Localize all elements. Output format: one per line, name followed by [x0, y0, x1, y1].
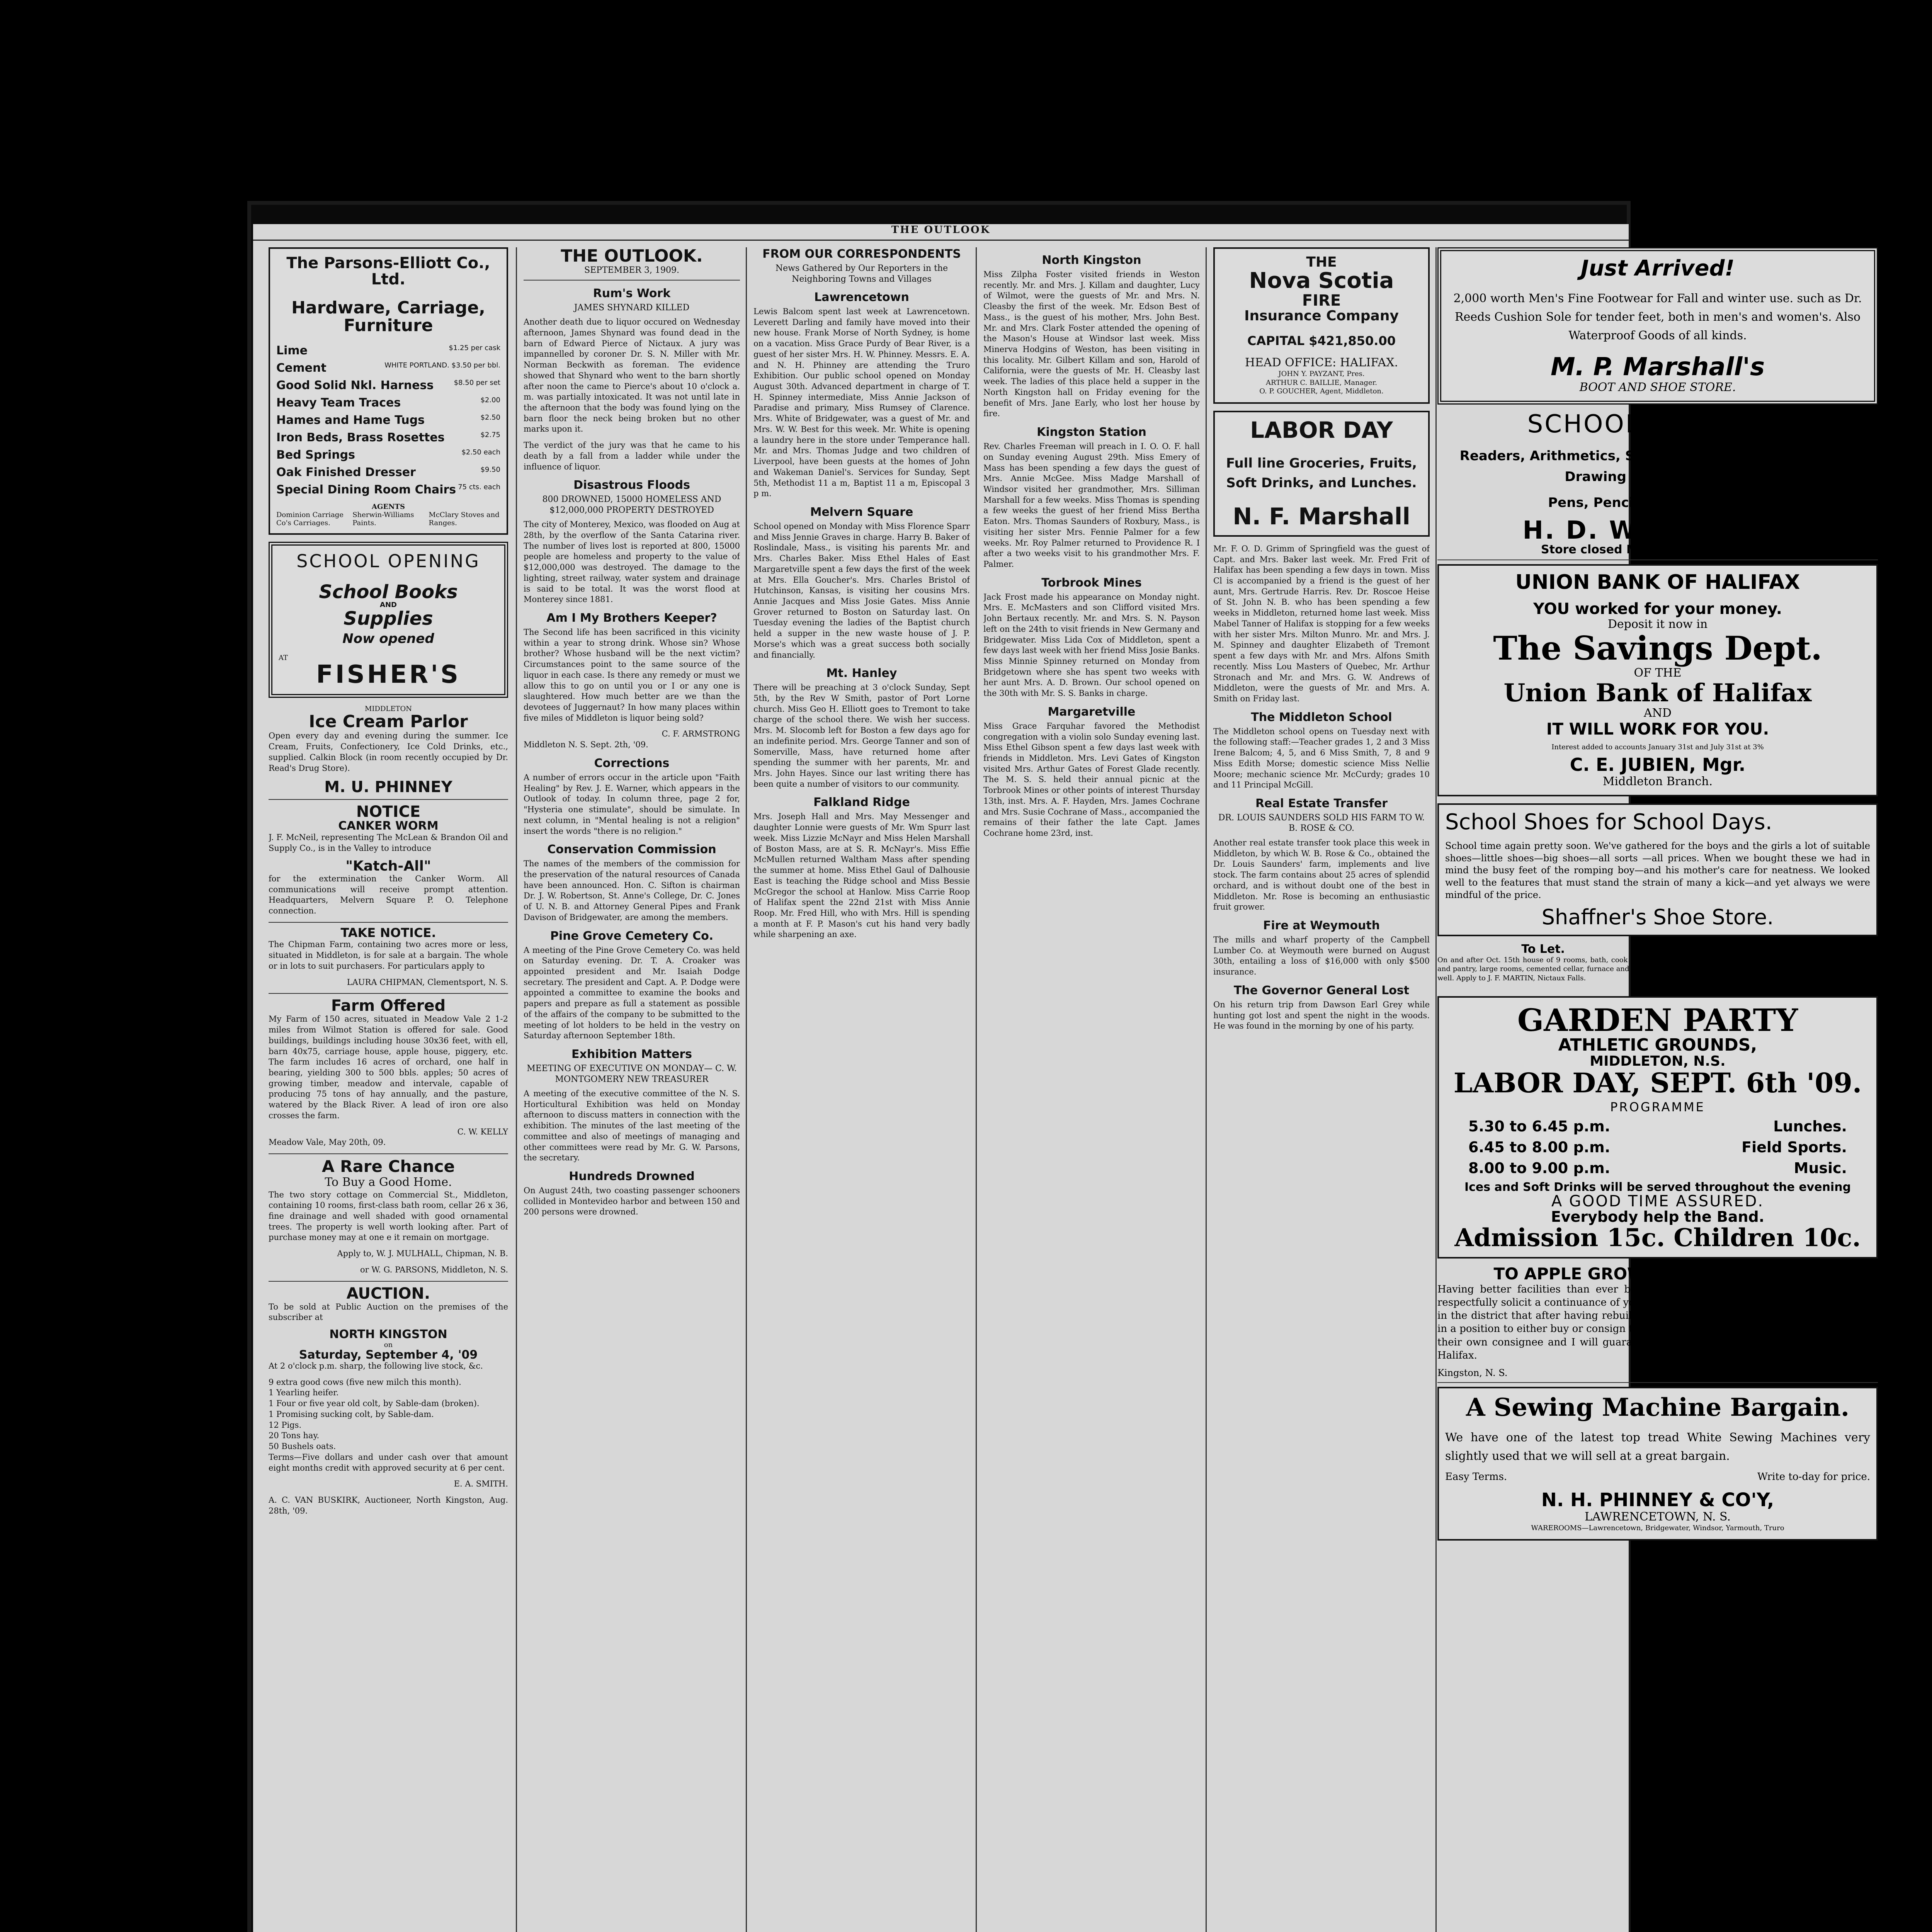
- supplies-body2: Pens, Pencils, Rulers and Ink.: [1548, 495, 1767, 510]
- programme-event: Music.: [1794, 1159, 1847, 1177]
- labor-body: Full line Groceries, Fruits, Soft Drinks, and Lunches.: [1226, 455, 1417, 491]
- real-estate-head: Real Estate Transfer: [1255, 796, 1388, 810]
- sewing-body: We have one of the latest top tread White Sewing Machines very slightly used that we will sell at a great bargain.: [1445, 1430, 1870, 1463]
- drowned-head: Hundreds Drowned: [569, 1170, 695, 1184]
- keeper-body: The Second life has been sacrificed in this vicinity within a year to strong drink. Whose sin? Whose brother? Whose husband will be the next victim? Circumstances point to the same source of the liquor in each case. Is there any remedy or must we allow this to go on until you or I or any one is slaughtered. How much better are we than the devotees of Juggernaut? In how many places within five miles of Middleton is liquor being sold?: [524, 628, 740, 723]
- section-head: Lawrencetown: [814, 291, 909, 304]
- parsons-line2: Furniture: [344, 316, 433, 336]
- rare-body: The two story cottage on Commercial St., Middleton, containing 10 rooms, first-class bath room, cellar 26 x 36, fine drainage and well shaded with good ornamental trees. The property is well worth looking after. Part of purchase money may at one e it remain on mortgage.: [269, 1190, 508, 1242]
- rare-sign1: Apply to, W. J. MULHALL, Chipman, N. B.: [337, 1249, 508, 1259]
- rare-title: A Rare Chance: [322, 1156, 455, 1176]
- section-body: Rev. Charles Freeman will preach in I. O. O. F. hall on Sunday evening August 29th. Miss Emery of Mass has been spending a few days the guest of Mrs. Annie McGee. Miss Madge Marshall of Windsor visited her grandmother, Mrs. Silliman Marshall for a few weeks. Miss Thomas is spending a few weeks the guest of her friend Miss Bertha Eaton. Mrs. Thomas Saunders of Roxbury, Mass., is visiting her sister Mrs. Fennie Palmer for a few weeks. Mr. Roy Palmer returned to Providence R. I after a two weeks visit to his grandmother Mrs. F. Palmer.: [983, 442, 1200, 569]
- column-4: [983, 247, 1200, 1932]
- nova-capital: CAPITAL $421,850.00: [1247, 333, 1396, 349]
- auction-body: To be sold at Public Auction on the premises of the subscriber at: [269, 1302, 508, 1322]
- column-2: [524, 247, 740, 1932]
- sewing-machine-ad: [1437, 1387, 1878, 1541]
- parsons-item-price: $2.00: [480, 396, 500, 405]
- parsons-item: [276, 344, 500, 357]
- to-let-ad: [1437, 943, 1649, 988]
- programme-event: Field Sports.: [1742, 1138, 1847, 1156]
- rare-chance-ad: [269, 1158, 508, 1276]
- supplies-also: ALSO: [1647, 487, 1668, 496]
- arrived-name: M. P. Marshall's: [1550, 352, 1765, 381]
- newspaper-page: [253, 224, 1629, 1932]
- parsons-item-name: Special Dining Room Chairs: [276, 483, 456, 497]
- parsons-item: [276, 396, 500, 410]
- garden-admission: Admission 15c. Children 10c.: [1454, 1223, 1861, 1253]
- conservation-head: Conservation Commission: [547, 843, 716, 857]
- school-body: The Middleton school opens on Tuesday next with the following staff:—Teacher grades 1, 2 and 3 Miss Irene Balcom; 4, 5, and 6 Miss Smith, 7, 8 and 9 Miss Edith Morse; domestic science Miss Nellie Moore; mechanic science Mr. McCurdy; grades 10 and 11 Principal McGill.: [1213, 726, 1430, 790]
- auction-list-item: 1 Four or five year old colt, by Sable-dam (broken).: [269, 1399, 480, 1408]
- nova-agent: O. P. GOUCHER, Agent, Middleton.: [1259, 387, 1384, 396]
- parsons-item-price: 75 cts. each: [458, 483, 500, 492]
- notice-ad: [269, 804, 508, 917]
- corrections-body: A number of errors occur in the article upon "Faith Healing" by Rev. J. E. Warner, which appears in the Outlook of today. In column three, page 2 for, "Hysteria one stimulate", should be simulate. In next column, in "Mental healing is not a religion" insert the words "there is no religion.": [524, 772, 740, 836]
- governor-head: The Governor General Lost: [1233, 983, 1410, 997]
- drowned-body: On August 24th, two coasting passenger schooners collided in Montevideo harbor and between 150 and 200 persons were drowned.: [524, 1186, 740, 1217]
- woodbury-name: H. D. WOODBURY.: [1522, 516, 1793, 545]
- column-rule: [1435, 247, 1437, 1932]
- parsons-item: [276, 466, 500, 479]
- parsons-item-name: Iron Beds, Brass Rosettes: [276, 431, 445, 445]
- section-body: Mrs. Joseph Hall and Mrs. May Messenger and daughter Lonnie were guests of Mr. Wm Spurr last week. Miss Lizzie McNayr and Miss Helen Marshall of Boston Mass, are at S. R. McNayr's. Miss Effie McMullen returned Waltham Mass after spending the summer at home. Miss Ethel Gaul of Dalhousie East is teaching the Ridge school and Miss Bessie McGregor the school at Hanlow. Miss Carrie Roop of Halifax spent the 22nd 21st with Miss Annie Roop. Mr. Fred Hill, who with Mrs. Hill is spending a month at F. P. Mason's cut his hand very badly while sharpening an axe.: [753, 812, 970, 939]
- just-arrived-ad: [1437, 247, 1878, 405]
- parsons-item-price: $8.50 per set: [454, 379, 500, 387]
- supplies-closed: Store closed Monday Sept. 6th, '09.: [1541, 543, 1774, 556]
- section-head: Torbrook Mines: [1041, 576, 1142, 590]
- garden-party-ad: [1437, 996, 1878, 1259]
- parsons-item-price: $2.50: [480, 413, 500, 422]
- apples-place: Kingston, N. S.: [1437, 1367, 1508, 1379]
- auction-list-item: 20 Tons hay.: [269, 1431, 320, 1440]
- school-opening-title: SCHOOL OPENING: [296, 551, 480, 572]
- apple-growers-ad: [1437, 1265, 1878, 1378]
- real-estate-sub: DR. LOUIS SAUNDERS SOLD HIS FARM TO W. B. ROSE & CO.: [1218, 813, 1425, 833]
- garden-title: GARDEN PARTY: [1517, 1002, 1798, 1038]
- school-and: AND: [380, 601, 397, 609]
- parsons-item-name: Good Solid Nkl. Harness: [276, 379, 434, 393]
- school-supplies-ad: [1437, 412, 1878, 556]
- auction-list-item: 50 Bushels oats.: [269, 1442, 336, 1451]
- apples-body: Having better facilities than ever before to handle apples and potatoes, I would respectfully solicit a continuance of your patronage and would say to any new comers in the district that after having rebuilt each of my warehouses at Kingston, that I am in a position to either buy or consign their fruit, and as in the past patrons can choose their own consignee and I will guarantee the safe delivery of their fruit to boats at Halifax.: [1437, 1283, 1878, 1362]
- garden-band: Everybody help the Band.: [1551, 1208, 1765, 1226]
- section-head: Falkland Ridge: [813, 796, 910, 810]
- governor-body: On his return trip from Dawson Earl Grey while hunting got lost and spent the night in the woods. He was found in the morning by one of his party.: [1213, 1000, 1430, 1031]
- school-at: AT: [279, 654, 288, 662]
- parsons-item-name: Cement: [276, 361, 327, 375]
- keeper-sign: C. F. ARMSTRONG: [662, 729, 740, 739]
- school-opened: Now opened: [342, 631, 434, 647]
- garden-programme: PROGRAMME: [1610, 1100, 1705, 1115]
- fire-body: The mills and wharf property of the Campbell Lumber Co. at Weymouth were burned on August 30th, entailing a loss of $16,000 with only $500 insurance.: [1213, 935, 1430, 977]
- bank-line7: IT WILL WORK FOR YOU.: [1546, 719, 1769, 738]
- auction-list-item: 12 Pigs.: [269, 1420, 302, 1430]
- garden-served: Ices and Soft Drinks will be served throughout the evening: [1464, 1180, 1851, 1194]
- parsons-line1: Hardware, Carriage,: [291, 298, 485, 318]
- agent-1: Dominion Carriage Co's Carriages.: [276, 511, 344, 527]
- nova-manager: ARTHUR C. BAILLIE, Manager.: [1266, 378, 1377, 387]
- column-rule: [976, 247, 977, 1932]
- programme-row: [1445, 1118, 1870, 1135]
- garden-sub: ATHLETIC GROUNDS,: [1558, 1035, 1757, 1055]
- floods-head: Disastrous Floods: [573, 478, 690, 492]
- farm-sign: C. W. KELLY: [457, 1127, 508, 1136]
- notice-body2: for the extermination the Canker Worm. All communications will receive prompt attention. Headquarters, Melvern Square P. O. Telephone connection.: [269, 874, 508, 916]
- take-notice-title: TAKE NOTICE.: [340, 925, 436, 940]
- rums-work-body2: The verdict of the jury was that he came to his death by a fall from a ladder while under the influence of liquor.: [524, 440, 740, 471]
- rums-work-body: Another death due to liquor occured on Wednesday afternoon, James Shynard was found dead in the barn of Edward Pierce of Nictaux. A jury was impannelled by coroner Dr. S. N. Miller with Mr. Norman Beckwith as foreman. The evidence showed that Shynard who went to the barn shortly after noon the came to Pierce's about 10 o'clock a. m. was partially intoxicated. It was not until late in the afternoon that the body was found lying on the barn floor the neck being broken but no other marks upon it.: [524, 317, 740, 434]
- correspondents-sections: [753, 291, 970, 940]
- sewing-title: A Sewing Machine Bargain.: [1466, 1393, 1850, 1422]
- notice-subtitle: CANKER WORM: [338, 819, 439, 833]
- column-1: [269, 247, 508, 1932]
- cemetery-body: A meeting of the Pine Grove Cemetery Co. was held on Saturday evening. Dr. T. A. Croaker was appointed president and Mr. Isaiah Dodge secretary. The president and Capt. A. P. Dodge were appointed a committee to examine the books and papers and prepare as full a statement as possible of the affairs of the company to be submitted to the meeting of lot holders to be held in the vestry on Saturday afternoon September 18th.: [524, 945, 740, 1041]
- bank-line4: OF THE: [1634, 666, 1682, 680]
- parsons-item-name: Hames and Hame Tugs: [276, 413, 425, 427]
- section-body: Miss Zilpha Foster visited friends in Weston recently. Mr. and Mrs. J. Killam and daughter, Lucy of Wilmot, were the guests of Mr. and Mrs. N. Cleasby the first of the week. Mr. Edson Best of Mass., is the guest of his mother, Mrs. John Best. Mr. and Mrs. Clark Foster attended the opening of the Mason's House at Windsor last week. Miss Minerva Hodgins of Weston, has been visiting in this locality. Mr. Gilbert Killam and son, Harold of California, were the guests of Mr. H. Cleasby last week. The ladies of this place held a supper in the North Kingston hall on Friday evening for the benefit of Mrs. Jane Early, who lost her house by fire.: [983, 270, 1200, 418]
- take-notice: [269, 927, 508, 988]
- phinney-name: M. U. PHINNEY: [324, 778, 452, 796]
- sale-body: Lot of Land, ample for a building lot, situated in Middleton. Apply to W. B. HALL, MIDDLETON.: [1666, 956, 1878, 973]
- section-body: There will be preaching at 3 o'clock Sunday, Sept 5th, by the Rev W Smith, pastor of Port Lorne church. Miss Geo H. Elliott goes to Tremont to take charge of the school there. We wish her success. Mrs. M. Slocomb left for Boston a few days ago for an indefinite period. Mrs. George Tanner and son of Somerville, Mass, have returned home after spending the summer with her parents, Mr. and Mrs. John Hayes. Since our last writing there has been quite a number of visitors to our community.: [753, 683, 970, 789]
- garden-good: A GOOD TIME ASSURED.: [1551, 1192, 1764, 1211]
- exhibition-sub: MEETING OF EXECUTIVE ON MONDAY— C. W. MONTGOMERY NEW TREASURER: [527, 1064, 737, 1084]
- bank-title: UNION BANK OF HALIFAX: [1515, 571, 1800, 594]
- agent-2: Sherwin-Williams Paints.: [352, 511, 414, 527]
- parsons-item: [276, 448, 500, 462]
- apples-title: TO APPLE GROWERS AND SHIPPERS: [1493, 1264, 1822, 1284]
- programme-row: [1445, 1160, 1870, 1177]
- cemetery-head: Pine Grove Cemetery Co.: [550, 929, 714, 943]
- conservation-body: The names of the members of the commission for the preservation of the natural resources of Canada have been announced. Hon. C. Sifton is chairman Dr. J. W. Robertson, St. Anne's College, Dr. C. Jones of U. N. B. and Attorney General Pipes and Frank Davison of Bridgewater, are among the members.: [524, 859, 740, 922]
- fire-head: Fire at Weymouth: [1263, 919, 1380, 932]
- section-body: Miss Grace Farquhar favored the Methodist congregation with a violin solo Sunday evening last. Miss Ethel Gibson spent a few days last week with friends in Middleton. Mrs. Levi Gates of Kingston visited Mrs. Arthur Gates of Forest Glade recently. The M. S. S. held their annual picnic at the Torbrook Mines or other points of interest Thursday 13th, inst. Mrs. A. F. Hayden, Mrs. James Cochrane and Mrs. Susie Cochrane of Mass., accompanied the remains of their father the late Capt. James Cochrane home 23rd, inst.: [983, 721, 1200, 838]
- section-head: Kingston Station: [1037, 425, 1146, 439]
- nova-scotia-fire-ad: [1213, 247, 1430, 404]
- union-bank-ad: [1437, 564, 1878, 796]
- parsons-item-price: $9.50: [480, 466, 500, 474]
- agent-3: McClary Stoves and Ranges.: [429, 511, 500, 527]
- sewing-name: N. H. PHINNEY & CO'Y,: [1541, 1489, 1774, 1511]
- parsons-item-name: Oak Finished Dresser: [276, 466, 416, 480]
- auction-sign: E. A. SMITH.: [454, 1479, 508, 1489]
- fishers: FISHER'S: [316, 660, 461, 689]
- nova-the: THE: [1306, 254, 1337, 270]
- bank-branch: Middleton Branch.: [1602, 774, 1713, 788]
- rums-work-sub: JAMES SHYNARD KILLED: [574, 303, 690, 313]
- rare-sign2: or W. G. PARSONS, Middleton, N. S.: [360, 1265, 508, 1274]
- programme-row: [1445, 1139, 1870, 1156]
- programme-time: 6.45 to 8.00 p.m.: [1468, 1138, 1611, 1156]
- parsons-item-price: $1.25 per cask: [449, 344, 500, 352]
- bank-line6: AND: [1644, 706, 1672, 720]
- school-opening-ad: [269, 542, 508, 698]
- auction-list-item: 1 Yearling heifer.: [269, 1388, 339, 1398]
- keeper-date: Middleton N. S. Sept. 2th, '09.: [524, 740, 648, 750]
- editorial-date: SEPTEMBER 3, 1909.: [584, 265, 679, 276]
- programme-time: 8.00 to 9.00 p.m.: [1468, 1159, 1611, 1177]
- section-body: Jack Frost made his appearance on Monday night. Mrs. E. McMasters and son Clifford visited Mrs. John Bertaux recently. Mr. and Mrs. S. N. Payson left on the 24th to visit friends in New Germany and Bridgewater. Miss Lida Cox of Middleton, spent a few days last week with her friend Miss Josie Banks. Miss Minnie Spinney returned on Monday from Bridgetown where she has spent two weeks with her aunt Mrs. A. D. Brown. Our school opened on the 30th with Mr. S. S. Banks in charge.: [983, 592, 1200, 698]
- arrived-title: Just Arrived!: [1580, 256, 1735, 281]
- bank-line3: The Savings Dept.: [1493, 629, 1822, 668]
- editorial-title: THE OUTLOOK.: [561, 247, 703, 266]
- parsons-item-name: Heavy Team Traces: [276, 396, 401, 410]
- auction-list-item: 1 Promising sucking colt, by Sable-dam.: [269, 1409, 434, 1419]
- notice-body: J. F. McNeil, representing The McLean & Brandon Oil and Supply Co., is in the Valley to introduce: [269, 832, 508, 853]
- floods-sub: 800 DROWNED, 15000 HOMELESS AND $12,000,000 PROPERTY DESTROYED: [542, 495, 721, 515]
- bank-interest: Interest added to accounts January 31st and July 31st at 3%: [1551, 743, 1764, 751]
- sewing-terms: Easy Terms.: [1445, 1471, 1507, 1483]
- column-5: [1213, 247, 1430, 1932]
- programme-time: 5.30 to 6.45 p.m.: [1468, 1117, 1611, 1135]
- auction-body2: At 2 o'clock p.m. sharp, the following live stock, &c.: [269, 1361, 483, 1371]
- shoes-body: School time again pretty soon. We've gathered for the boys and the girls a lot of suitable shoes—little shoes—big shoes—all sorts —all prices. When we bought these we had in mind the busy feet of the romping boy—and his mother's care for neatness. We looked well to the features that must stand the strain of many a kick—and yet always we were mindful of the price.: [1445, 840, 1870, 900]
- auction-place: NORTH KINGSTON: [329, 1328, 447, 1342]
- corrections-head: Corrections: [594, 756, 670, 770]
- exhibition-body: A meeting of the executive committee of the N. S. Horticultural Exhibition was held on Monday afternoon to discuss matters in connection with the exhibition. The minutes of the last meeting of the committee and also of meetings of managing and other committees were read by Mr. G. W. Parsons, the secretary.: [524, 1089, 740, 1163]
- bank-line2: Deposit it now in: [1607, 617, 1708, 631]
- section-head: North Kingston: [1042, 253, 1141, 267]
- bank-line5: Union Bank of Halifax: [1503, 679, 1812, 708]
- auction-auctioneer: A. C. VAN BUSKIRK, Auctioneer, North Kingston, Aug. 28th, '09.: [269, 1495, 508, 1515]
- arrived-body: 2,000 worth Men's Fine Footwear for Fall and winter use. such as Dr. Reeds Cushion Sole for tender feet, both in men's and women's. Also Waterproof Goods of all kinds.: [1453, 291, 1862, 342]
- parsons-item: [276, 413, 500, 427]
- parsons-item-price: $2.75: [480, 431, 500, 439]
- icecream-title: Ice Cream Parlor: [309, 712, 468, 732]
- sewing-write: Write to-day for price.: [1757, 1471, 1870, 1483]
- parsons-title: The Parsons-Elliott Co., Ltd.: [286, 254, 490, 288]
- programme-event: Lunches.: [1773, 1117, 1847, 1135]
- icecream-place: MIDDLETON: [364, 705, 412, 713]
- icecream-ad: [269, 705, 508, 795]
- nova-pres: JOHN Y. PAYZANT, Pres.: [1278, 370, 1365, 378]
- column-3: [753, 247, 970, 1932]
- shoes-name: Shaffner's Shoe Store.: [1541, 905, 1774, 930]
- arrived-store: BOOT AND SHOE STORE.: [1579, 380, 1736, 394]
- school-supplies: Supplies: [344, 607, 433, 629]
- masthead: THE OUTLOOK: [253, 224, 1629, 241]
- nova-company: Insurance Company: [1244, 308, 1399, 324]
- apples-sign: Respectfully yours, J. W. WELTON.: [1716, 1367, 1878, 1379]
- column-rule: [746, 247, 747, 1932]
- garden-place: MIDDLETON, N.S.: [1590, 1053, 1726, 1069]
- rare-subtitle: To Buy a Good Home.: [325, 1175, 452, 1189]
- section-head: Melvern Square: [810, 505, 913, 519]
- farm-title: Farm Offered: [331, 997, 446, 1015]
- auction-list: [269, 1377, 508, 1452]
- garden-rows: [1445, 1118, 1870, 1177]
- parsons-item: [276, 483, 500, 497]
- supplies-body: Readers, Arithmetics, Slates, Scribblers, Copy Books, Drawing Books, etc., etc.: [1459, 448, 1856, 485]
- correspondents-head: FROM OUR CORRESPONDENTS: [762, 247, 961, 261]
- parsons-item-price: $2.50 each: [461, 448, 500, 457]
- parsons-item: [276, 361, 500, 375]
- take-notice-body: The Chipman Farm, containing two acres more or less, situated in Middleton, is for sale at a bargain. The whole or in lots to suit purchasers. For particulars apply to: [269, 940, 508, 971]
- parsons-item-name: Lime: [276, 344, 308, 358]
- column-rule: [516, 247, 517, 1932]
- supplies-title: SCHOOL SUPPLIES.: [1527, 410, 1788, 439]
- parsons-items: [276, 344, 500, 497]
- garden-date: LABOR DAY, SEPT. 6th '09.: [1453, 1066, 1862, 1099]
- school-books: School Books: [319, 581, 458, 603]
- parsons-item-name: Bed Springs: [276, 448, 355, 462]
- correspondents-sub: News Gathered by Our Reporters in the Neighboring Towns and Villages: [775, 264, 948, 284]
- auction-list-item: 9 extra good cows (five new milch this month).: [269, 1377, 461, 1387]
- shoes-title: School Shoes for School Days.: [1445, 810, 1772, 835]
- floods-body: The city of Monterey, Mexico, was flooded on Aug at 28th, by the overflow of the Santa Catarina river. The number of lives lost is reported at 800, 15000 people are homeless and property to the value of $12,000,000 was destroyed. The damage to the lighting, street railway, water system and drainage is said to be total. It was the worst flood at Monterey since 1881.: [524, 520, 740, 604]
- auction-title: AUCTION.: [346, 1284, 430, 1303]
- parsons-item: [276, 431, 500, 444]
- auction-ad: [269, 1286, 508, 1517]
- auction-on: on: [384, 1340, 393, 1349]
- farm-ad: [269, 998, 508, 1148]
- school-head: The Middleton School: [1251, 710, 1392, 724]
- auction-terms: Terms—Five dollars and under cash over that amount eight months credit with approved security at 6 per cent.: [269, 1452, 508, 1473]
- bank-mgr: C. E. JUBIEN, Mgr.: [1570, 754, 1746, 776]
- labor-name: N. F. Marshall: [1233, 503, 1410, 530]
- right-ads: [1437, 247, 1878, 1548]
- farm-body: My Farm of 150 acres, situated in Meadow Vale 2 1-2 miles from Wilmot Station is offered for sale. Good buildings, buildings including house 30x36 feet, with ell, barn 40x75, carriage house, apple house, piggery, etc. The farm includes 16 acres of orchard, one half in bearing, yielding 300 to 500 bbls. apples; 50 acres of growing timber, meadow and intervale, capable of producing 75 tons of hay annually, and the pasture, watered by the Black River. A lead of iron ore also crosses the farm.: [269, 1014, 508, 1120]
- labor-day-ad: [1213, 411, 1430, 537]
- keeper-head: Am I My Brothers Keeper?: [546, 611, 717, 625]
- column-rule: [1206, 247, 1207, 1932]
- for-sale-ad: [1667, 943, 1878, 988]
- personals-body: Mr. F. O. D. Grimm of Springfield was the guest of Capt. and Mrs. Baker last week. Mr. Fred Frit of Halifax has been spending a few days in town. Miss Cl is accompanied by a friend is the guest of her aunt, Mrs. Gertrude Harris. Rev. Dr. Roscoe Heise of St. John N. B. who has been spending a few weeks in Middleton, returned home last week. Miss Mabel Tanner of Halifax is stopping for a few weeks with her sister Mrs. Milton Munro. Mr. and Mrs. J. M. Spinney and daughter Elizabeth of Tremont spent a few days with Mr. and Mrs. Alfons Smith recently. Miss Lou Masters of Quebec, Mr. Arthur Stronach and Mr. and Mrs. G. W. Andrews of Middleton, were the guests of Mr. and Mrs. A. Smith on Friday last.: [1213, 544, 1430, 703]
- shoes-ad: [1437, 803, 1878, 936]
- sewing-ware: WAREROOMS—Lawrencetown, Bridgewater, Windsor, Yarmouth, Truro: [1531, 1524, 1784, 1532]
- auction-date: Saturday, September 4, '09: [299, 1348, 478, 1362]
- section-head: Margaretville: [1048, 705, 1136, 719]
- notice-product: "Katch-All": [345, 858, 431, 874]
- let-body: On and after Oct. 15th house of 9 rooms, bath, cook room and pantry, large rooms, cemented cellar, furnace and good well. Apply to J. F. MARTIN, Nictaux Falls.: [1437, 956, 1649, 983]
- real-estate-body: Another real estate transfer took place this week in Middleton, by which W. B. Rose & Co., obtained the Dr. Louis Saunders' farm, implements and live stock. The farm contains about 25 acres of splendid orchard, and is without doubt one of the best in Middleton. Mr. Rose is becoming an enthusiastic fruit grower.: [1213, 838, 1430, 912]
- nova-fire: FIRE: [1302, 291, 1341, 310]
- bank-line1: YOU worked for your money.: [1533, 600, 1782, 618]
- parsons-item-price: WHITE PORTLAND. $3.50 per bbl.: [384, 361, 500, 370]
- sewing-place: LAWRENCETOWN, N. S.: [1584, 1510, 1731, 1524]
- nova-office: HEAD OFFICE: HALIFAX.: [1245, 355, 1398, 369]
- parsons-ad: [269, 247, 508, 535]
- section-body: Lewis Balcom spent last week at Lawrencetown. Leverett Darling and family have moved into their new house. Frank Morse of North Sydney, is home on a vacation. Miss Grace Purdy of Bear River, is a guest of her sister Mrs. H. W. Phinney. Messrs. E. A. and N. H. Phinney are attending the Truro Exhibition. Our public school opened on Monday August 30th. Advanced department in charge of T. H. Spinney intermediate, Miss Annie Jackson of Paradise and primary, Miss Rumsey of Clarence. Mrs. White of Bridgewater, was a guest of Mr. and Mrs. W. W. Best for this week. Mr. White is opening a laundry here in the store under Temperance hall. Mr. and Mrs. Thomas Judge and two children of Liverpool, have been guests at the homes of John and Wakeman Daniel's. Services for Sunday, Sept 5th, Methodist 11 a m, Baptist 11 a m, Episcopal 3 p m.: [753, 307, 970, 498]
- nova-title: Nova Scotia: [1249, 268, 1394, 293]
- exhibition-head: Exhibition Matters: [571, 1048, 692, 1061]
- labor-title: LABOR DAY: [1250, 417, 1393, 443]
- sale-title: FOR SALE.: [1738, 942, 1806, 956]
- parsons-item: [276, 379, 500, 392]
- local-sections: [983, 253, 1200, 839]
- notice-title: NOTICE: [356, 803, 421, 821]
- section-head: Mt. Hanley: [826, 667, 897, 680]
- agents-label: AGENTS: [372, 503, 405, 511]
- rums-work-head: Rum's Work: [593, 286, 671, 300]
- take-notice-sign: LAURA CHIPMAN, Clementsport, N. S.: [347, 977, 508, 987]
- section-body: School opened on Monday with Miss Florence Sparr and Miss Jennie Graves in charge. Harry B. Baker of Roslindale, Mass., is visiting his parents Mr. and Mrs. Charles Baker. Miss Ethel Hales of East Margaretville spent a few days the first of the week at Mrs. Ella Goucher's. Mrs. Charles Bristol of Hutchinson, Kansas, is visiting her cousins Mrs. Annie Jacques and Miss Josie Gates. Miss Annie Grover returned to Boston on Saturday last. On Tuesday evening the ladies of the Baptist church held a supper in the new waste house of J. P. Morse's which was a great success both socially and financially.: [753, 521, 970, 660]
- farm-date: Meadow Vale, May 20th, 09.: [269, 1138, 386, 1147]
- let-title: To Let.: [1521, 942, 1565, 956]
- icecream-body: Open every day and evening during the summer. Ice Cream, Fruits, Confectionery, Ice Cold Drinks, etc., supplied. Calkin Block (in room recently occupied by Dr. Read's Drug Store).: [269, 731, 508, 773]
